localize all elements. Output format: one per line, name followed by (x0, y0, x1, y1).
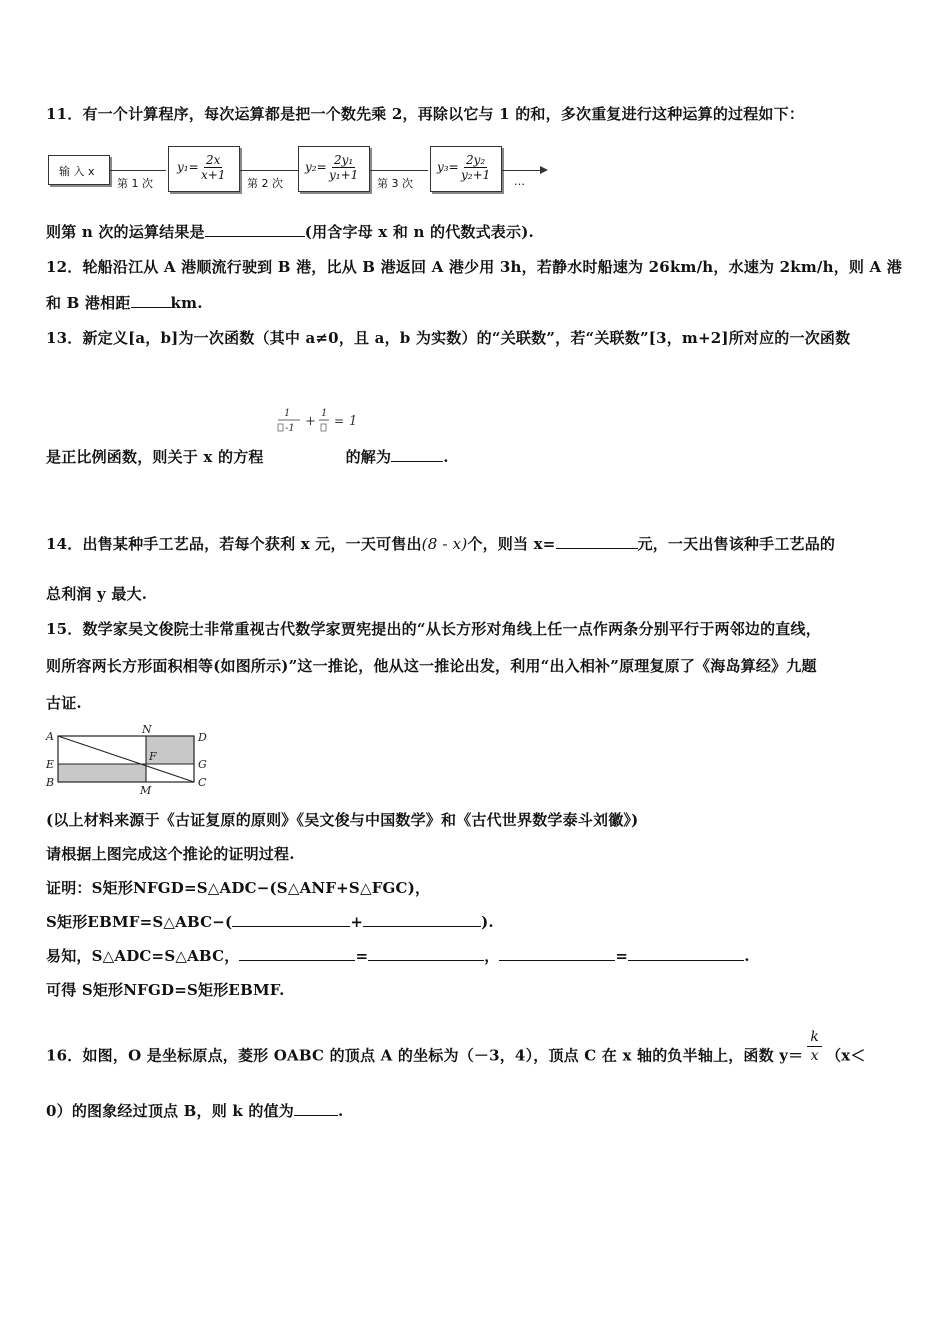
eq-equals: = (334, 414, 345, 428)
flow-arrow-3 (370, 170, 428, 171)
arrow-head-icon (540, 166, 548, 174)
q15-figure (40, 724, 220, 796)
label-d: D (198, 731, 207, 744)
y3-denominator: y₂+1 (461, 168, 491, 182)
q13-line2-pre: 是正比例函数，则关于 x 的方程 (46, 448, 264, 466)
q13-line2 (46, 446, 449, 467)
y2-fraction (329, 153, 358, 182)
q16-line1 (46, 1029, 866, 1075)
q11-answer-line (46, 221, 534, 242)
q11-answer-blank[interactable] (205, 222, 305, 237)
y1-denominator: x+1 (201, 168, 226, 182)
label-n: N (142, 724, 152, 736)
q11-answer-pre: 则第 n 次的运算结果是 (46, 223, 205, 241)
q13-line2-end: . (443, 448, 449, 466)
q15-line3: 古证. (46, 694, 82, 712)
q12-answer-blank[interactable] (131, 293, 171, 308)
y2-denominator: y₁+1 (329, 168, 359, 182)
flow-arrow-1 (110, 170, 166, 171)
q14-line2: 总利润 y 最大. (46, 585, 148, 603)
flow-y3-box (430, 146, 502, 192)
q15-proof3 (46, 945, 750, 966)
q15-proof2 (46, 911, 494, 932)
q15-proof3-blank2[interactable] (368, 946, 484, 961)
flow-step2-label: 第 2 次 (247, 177, 283, 190)
q14-answer-blank[interactable] (556, 534, 638, 549)
flow-input-box (48, 155, 110, 185)
q15-proof2-pre: S矩形EBMF=S△ABC−( (46, 913, 233, 931)
q16-pre: 16．如图，O 是坐标原点，菱形 OABC 的顶点 A 的坐标为（－3，4），顶点 C 在 x 轴的负半轴上，函数 y＝ (46, 1046, 804, 1065)
q15-instruction: 请根据上图完成这个推论的证明过程. (46, 845, 295, 863)
q15-proof2-post: ). (481, 913, 494, 931)
q14-mid: 个，则当 x= (467, 535, 556, 553)
y3-numerator: 2y₂ (466, 153, 486, 167)
y3-lhs: y₃= (437, 160, 459, 174)
q15-line1: 15．数学家吴文俊院士非常重视古代数学家贾宪提出的“从长方形对角线上任一点作两条分别平行于两邻边的直线， (46, 620, 821, 638)
y1-lhs: y₁= (177, 160, 199, 174)
eq-frac1-den: -1 (285, 423, 295, 434)
q15-proof3-blank3[interactable] (499, 946, 615, 961)
q16-line2 (46, 1100, 343, 1121)
q12-line2-post: km. (170, 294, 203, 312)
label-f: F (149, 750, 157, 763)
flow-y1-box (168, 146, 240, 192)
q15-proof2-plus: + (350, 913, 364, 931)
q15-proof3-blank4[interactable] (628, 946, 744, 961)
eq-box1 (278, 424, 283, 431)
q15-proof4: 可得 S矩形NFGD=S矩形EBMF. (46, 981, 285, 999)
q15-proof3-pre: 易知，S△ADC=S△ABC， (46, 947, 240, 965)
q12-line2 (46, 292, 203, 313)
eq-frac2-num: 1 (321, 408, 328, 419)
label-b: B (46, 776, 55, 789)
flow-ellipsis: … (514, 175, 525, 188)
q15-proof3-blank1[interactable] (239, 946, 355, 961)
label-a: A (46, 730, 54, 743)
flow-step1-label: 第 1 次 (117, 177, 153, 190)
y1-numerator: 2x (206, 153, 221, 167)
label-m: M (140, 784, 152, 796)
q14-line1 (46, 533, 835, 554)
q13-line2-post: 的解为 (345, 448, 392, 466)
y3-fraction (461, 153, 490, 182)
q15-proof2-blank1[interactable] (232, 912, 350, 927)
eq-rhs: 1 (349, 414, 358, 429)
q15-proof3-eq2: = (615, 947, 629, 965)
flow-y2-box (298, 146, 370, 192)
eq-plus: + (305, 414, 316, 429)
eq-box2 (321, 424, 326, 431)
q13-answer-blank[interactable] (391, 447, 443, 462)
q15-source: (以上材料来源于《古证复原的原则》《吴文俊与中国数学》和《古代世界数学泰斗刘徽》) (46, 811, 639, 829)
q16-post: （x＜ (826, 1046, 866, 1065)
q15-proof2-blank2[interactable] (363, 912, 481, 927)
q16-k: k (807, 1028, 822, 1047)
label-g: G (198, 758, 207, 771)
label-e: E (46, 758, 55, 771)
q13-line1: 13．新定义[a，b]为一次函数（其中 a≠0，且 a，b 为实数）的“关联数”，若“关联数”[3，m+2]所对应的一次函数 (46, 329, 851, 347)
flow-arrow-2 (240, 170, 298, 171)
q16-answer-blank[interactable] (294, 1101, 338, 1116)
q16-fraction (807, 1028, 822, 1065)
q15-proof1: 证明：S矩形NFGD=S△ADC−(S△ANF+S△FGC)， (46, 879, 431, 897)
q14-post: 元，一天出售该种手工艺品的 (637, 535, 836, 553)
flow-input-label: 输 入 x (59, 165, 95, 178)
y2-lhs: y₂= (305, 160, 327, 174)
q15-proof3-end: . (744, 947, 750, 965)
q15-proof3-comma: ， (484, 947, 500, 965)
rect-ebmf (58, 764, 146, 782)
flow-step3-label: 第 3 次 (377, 177, 413, 190)
q15-line2: 则所容两长方形面积相等(如图所示)”这一推论，他从这一推论出发，利用“出入相补”原理复原了《海岛算经》九题 (46, 657, 817, 675)
q11-answer-post: (用含字母 x 和 n 的代数式表示). (304, 223, 534, 241)
q14-expression: (8 - x) (421, 535, 468, 553)
q12-line2-pre: 和 B 港相距 (46, 294, 131, 312)
q12-line1: 12．轮船沿江从 A 港顺流行驶到 B 港，比从 B 港返回 A 港少用 3h，若静水时船速为 26km/h，水速为 2km/h，则 A 港 (46, 258, 902, 276)
q11-text: 11．有一个计算程序，每次运算都是把一个数先乘 2，再除以它与 1 的和，多次重复进行这种运算的过程如下： (46, 105, 805, 123)
q15-proof3-eq1: = (355, 947, 369, 965)
q13-equation-image (276, 406, 366, 436)
y2-numerator: 2y₁ (334, 153, 354, 167)
q16-line2-pre: 0）的图象经过顶点 B，则 k 的值为 (46, 1102, 294, 1120)
q16-x: x (810, 1048, 819, 1064)
q16-line2-post: . (337, 1102, 344, 1120)
q14-pre: 14．出售某种手工艺品，若每个获利 x 元，一天可售出 (46, 535, 422, 553)
y1-fraction (201, 153, 225, 182)
eq-frac1-num: 1 (284, 408, 291, 419)
label-c: C (198, 776, 207, 789)
